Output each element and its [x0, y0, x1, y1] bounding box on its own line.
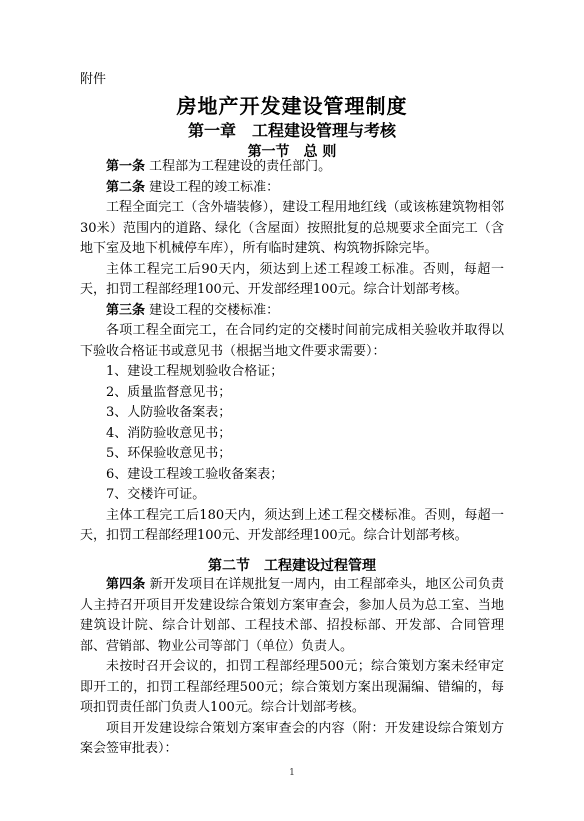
article-4-label: 第四条 [106, 577, 146, 592]
article-2 [80, 178, 504, 199]
list-item: 6、建设工程竣工验收备案表； [106, 466, 284, 482]
page-number: 1 [289, 768, 295, 778]
document-title: 房地产开发建设管理制度 [176, 94, 408, 118]
paragraph-meeting-content: 项目开发建设综合策划方案审查会的内容（附：开发建设综合策划方案会签审批表）： [80, 720, 504, 756]
list-item: 2、质量监督意见书； [106, 384, 232, 400]
paragraph-180-days: 主体工程完工后180天内，须达到上述工程交楼标准。否则，每超一天，扣罚工程部经理100元、开发部经理100元。综合计划部考核。 [80, 507, 504, 543]
article-4-text: 新开发项目在详规批复一周内，由工程部牵头，地区公司负责人主持召开项目开发建设综合策划方案审查会，参加人员为总工室、当地建筑设计院、综合计划部、工程技术部、招投标部、开发部、合同管理部、营销部、物业公司等部门（单位）负责人。 [80, 577, 504, 654]
article-4 [80, 575, 504, 657]
paragraph-90-days: 主体工程完工后90天内，须达到上述工程竣工标准。否则，每超一天，扣罚工程部经理100元、开发部经理100元。综合计划部考核。 [80, 261, 504, 297]
attachment-label: 附件 [80, 72, 107, 87]
paragraph-handover: 各项工程全面完工，在合同约定的交楼时间前完成相关验收并取得以下验收合格证书或意见书（根据当地文件要求需要）： [80, 323, 504, 359]
section-heading-1: 第一节 总 则 [247, 144, 337, 160]
list-item: 1、建设工程规划验收合格证； [106, 364, 284, 379]
article-1-text: 工程部为工程建设的责任部门。 [149, 159, 332, 174]
article-1 [80, 157, 504, 178]
list-item: 3、人防验收备案表； [106, 405, 232, 420]
article-3-text: 建设工程的交楼标准： [149, 302, 280, 318]
paragraph-penalty: 未按时召开会议的，扣罚工程部经理500元；综合策划方案未经审定即开工的，扣罚工程部经理500元；综合策划方案出现漏编、错编的，每项扣罚责任部门负责人100元。综合计划部考核。 [80, 659, 504, 715]
list-item: 4、消防验收意见书； [106, 425, 232, 441]
article-2-label: 第二条 [106, 179, 146, 195]
article-1-label: 第一条 [106, 159, 146, 174]
article-2-text: 建设工程的竣工标准： [149, 179, 280, 195]
list-item: 5、环保验收意见书； [106, 446, 232, 461]
chapter-heading: 第一章 工程建设管理与考核 [187, 121, 396, 140]
article-3 [80, 301, 504, 322]
list-item: 7、交楼许可证。 [106, 487, 206, 502]
article-3-label: 第三条 [106, 302, 146, 318]
body-block-2 [80, 575, 504, 760]
body-block-1 [80, 157, 504, 547]
paragraph-completion: 工程全面完工（含外墙装修），建设工程用地红线（或该栋建筑物相邻30米）范围内的道路、绿化（含屋面）按照批复的总规要求全面完工（含地下室及地下机械停车库），所有临时建筑、构筑物拆除完毕。 [80, 200, 504, 256]
section-heading-2: 第二节 工程建设过程管理 [208, 558, 376, 574]
